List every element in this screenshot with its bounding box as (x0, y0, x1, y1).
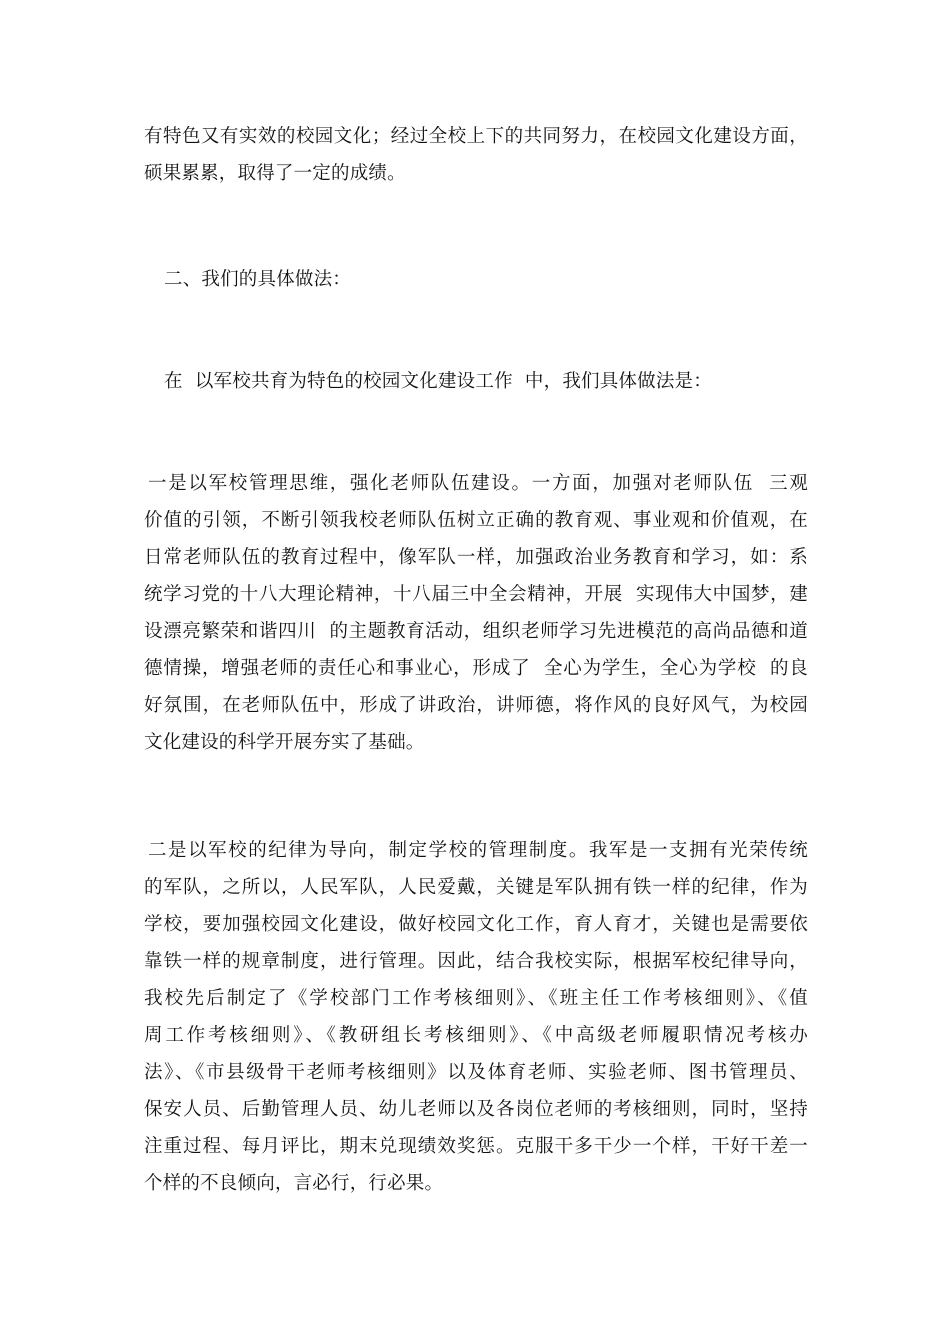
point1-line: 统学习党的十八大理论精神，十八届三中全会精神，开展 实现伟大中国梦，建 (144, 584, 808, 605)
point1-line: 设漂亮繁荣和谐四川 的主题教育活动，组织老师学习先进模范的高尚品德和道 (144, 621, 808, 642)
point2-line: 学校，要加强校园文化建设，做好校园文化工作，育人育才，关键也是需要依 (144, 914, 808, 935)
point2-line: 的军队，之所以，人民军队，人民爱戴，关键是军队拥有铁一样的纪律，作为 (144, 877, 808, 898)
point2-line: 保安人员、后勤管理人员、幼儿老师以及各岗位老师的考核细则，同时，坚持 (144, 1099, 808, 1120)
intro-line: 有特色又有实效的校园文化；经过全校上下的共同努力，在校园文化建设方面， (144, 126, 808, 147)
point2-line: 注重过程、每月评比，期末兑现绩效奖惩。克服干多干少一个样，干好干差一 (144, 1136, 808, 1157)
point2-paragraph (144, 832, 808, 1202)
point1-line: 德情操，增强老师的责任心和事业心，形成了 全心为学生，全心为学校 的良 (144, 658, 808, 679)
intro-paragraph (144, 118, 808, 192)
point1-line: 一是以军校管理思维，强化老师队伍建设。一方面，加强对老师队伍 三观 (148, 473, 808, 494)
point2-line: 靠铁一样的规章制度，进行管理。因此，结合我校实际，根据军校纪律导向， (144, 951, 808, 972)
point2-line: 我校先后制定了《学校部门工作考核细则》、《班主任工作考核细则》、《值 (144, 988, 808, 1009)
point1-line: 价值的引领，不断引领我校老师队伍树立正确的教育观、事业观和价值观，在 (144, 510, 808, 531)
point1-line: 日常老师队伍的教育过程中，像军队一样，加强政治业务教育和学习，如：系 (144, 547, 808, 568)
point1-paragraph (144, 465, 808, 761)
section-heading (144, 261, 808, 298)
intro-line: 硕果累累，取得了一定的成绩。 (144, 163, 406, 184)
section2-lead-text: 在 以军校共育为特色的校园文化建设工作 中，我们具体做法是： (164, 371, 712, 392)
section-lead-paragraph (144, 363, 808, 400)
point1-line: 好氛围，在老师队伍中，形成了讲政治，讲师德，将作风的良好风气，为校园 (144, 695, 808, 716)
point2-line: 周工作考核细则》、《教研组长考核细则》、《中高级老师履职情况考核办 (144, 1025, 808, 1046)
point1-line: 文化建设的科学开展夯实了基础。 (144, 732, 425, 753)
point2-line: 二是以军校的纪律为导向，制定学校的管理制度。我军是一支拥有光荣传统 (148, 840, 808, 861)
point2-line: 法》、《市县级骨干老师考核细则》以及体育老师、实验老师、图书管理员、 (144, 1062, 808, 1083)
point2-line: 个样的不良倾向，言必行，行必果。 (144, 1173, 444, 1194)
section2-heading-text: 二、我们的具体做法： (164, 269, 352, 290)
